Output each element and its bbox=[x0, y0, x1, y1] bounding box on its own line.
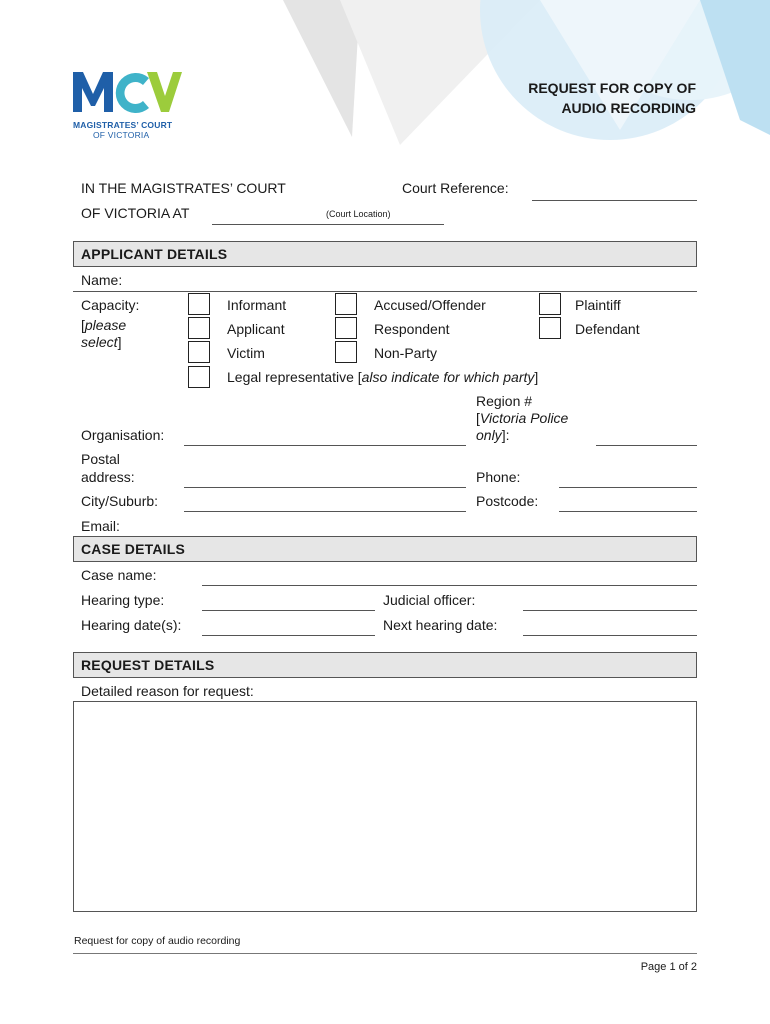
name-label: Name: bbox=[81, 272, 123, 288]
name-line bbox=[73, 291, 697, 292]
hearing-type-input[interactable] bbox=[202, 592, 375, 610]
capacity-hint-2: select] bbox=[81, 334, 122, 350]
hearing-dates-label: Hearing date(s): bbox=[81, 617, 182, 633]
applicant-checkbox[interactable] bbox=[188, 317, 210, 339]
footer-divider bbox=[73, 953, 697, 954]
reason-textarea[interactable] bbox=[74, 702, 696, 911]
accused-checkbox[interactable] bbox=[335, 293, 357, 315]
postcode-line bbox=[559, 511, 697, 512]
phone-label: Phone: bbox=[476, 469, 521, 485]
judicial-officer-input[interactable] bbox=[523, 592, 697, 610]
phone-input[interactable] bbox=[559, 469, 697, 487]
request-details-heading: REQUEST DETAILS bbox=[81, 657, 215, 673]
next-hearing-input[interactable] bbox=[523, 617, 697, 635]
organisation-line bbox=[184, 445, 466, 446]
city-line bbox=[184, 511, 466, 512]
defendant-checkbox[interactable] bbox=[539, 317, 561, 339]
capacity-label: Capacity: bbox=[81, 297, 140, 313]
court-location-line bbox=[212, 224, 444, 225]
reason-box bbox=[73, 701, 697, 912]
defendant-label: Defendant bbox=[575, 321, 640, 337]
title-line-2: AUDIO RECORDING bbox=[561, 100, 696, 116]
court-location-hint: (Court Location) bbox=[326, 209, 391, 219]
email-label: Email: bbox=[81, 518, 120, 534]
court-reference-line bbox=[532, 200, 697, 201]
organisation-input[interactable] bbox=[184, 427, 466, 445]
city-input[interactable] bbox=[184, 493, 466, 511]
hearing-type-line bbox=[202, 610, 375, 611]
logo-line-1: MAGISTRATES’ COURT bbox=[73, 120, 173, 130]
informant-checkbox[interactable] bbox=[188, 293, 210, 315]
legal-rep-label: Legal representative [also indicate for which party] bbox=[227, 369, 539, 385]
respondent-checkbox[interactable] bbox=[335, 317, 357, 339]
plaintiff-label: Plaintiff bbox=[575, 297, 621, 313]
mcv-logo-mark bbox=[73, 70, 183, 118]
case-name-label: Case name: bbox=[81, 567, 157, 583]
hearing-dates-input[interactable] bbox=[202, 617, 375, 635]
case-name-input[interactable] bbox=[202, 567, 697, 585]
judicial-officer-line bbox=[523, 610, 697, 611]
next-hearing-line bbox=[523, 635, 697, 636]
non-party-checkbox[interactable] bbox=[335, 341, 357, 363]
case-name-line bbox=[202, 585, 697, 586]
court-line-1: IN THE MAGISTRATES’ COURT bbox=[81, 180, 286, 196]
applicant-details-header bbox=[73, 241, 697, 267]
region-label-3: only]: bbox=[476, 427, 510, 443]
page-number: Page 1 of 2 bbox=[640, 961, 697, 973]
postal-label-2: address: bbox=[81, 469, 135, 485]
document-title bbox=[528, 78, 696, 118]
email-input[interactable] bbox=[130, 518, 697, 536]
request-details-header bbox=[73, 652, 697, 678]
city-label: City/Suburb: bbox=[81, 493, 159, 509]
capacity-hint-1: [please bbox=[81, 317, 127, 333]
victim-label: Victim bbox=[227, 345, 265, 361]
applicant-label: Applicant bbox=[227, 321, 285, 337]
informant-label: Informant bbox=[227, 297, 287, 313]
postcode-input[interactable] bbox=[559, 493, 697, 511]
judicial-officer-label: Judicial officer: bbox=[383, 592, 476, 608]
applicant-details-heading: APPLICANT DETAILS bbox=[81, 246, 228, 262]
hearing-dates-line bbox=[202, 635, 375, 636]
postcode-label: Postcode: bbox=[476, 493, 539, 509]
organisation-label: Organisation: bbox=[81, 427, 165, 443]
region-input[interactable] bbox=[596, 427, 697, 445]
court-line-2: OF VICTORIA AT bbox=[81, 205, 190, 221]
logo-line-2: OF VICTORIA bbox=[93, 130, 150, 140]
court-reference-input[interactable] bbox=[532, 182, 697, 200]
accused-label: Accused/Offender bbox=[374, 297, 486, 313]
case-details-header bbox=[73, 536, 697, 562]
plaintiff-checkbox[interactable] bbox=[539, 293, 561, 315]
non-party-label: Non-Party bbox=[374, 345, 438, 361]
next-hearing-label: Next hearing date: bbox=[383, 617, 498, 633]
footer-doc-name: Request for copy of audio recording bbox=[74, 935, 241, 947]
name-input[interactable] bbox=[130, 273, 697, 291]
postal-label-1: Postal bbox=[81, 451, 120, 467]
title-line-1: REQUEST FOR COPY OF bbox=[528, 80, 696, 96]
case-details-heading: CASE DETAILS bbox=[81, 541, 186, 557]
region-line bbox=[596, 445, 697, 446]
region-label-1: Region # bbox=[476, 393, 533, 409]
hearing-type-label: Hearing type: bbox=[81, 592, 165, 608]
reason-label: Detailed reason for request: bbox=[81, 683, 254, 699]
respondent-label: Respondent bbox=[374, 321, 450, 337]
region-label-2: [Victoria Police bbox=[476, 410, 569, 426]
postal-address-line bbox=[184, 487, 466, 488]
legal-rep-checkbox[interactable] bbox=[188, 366, 210, 388]
postal-address-input[interactable] bbox=[184, 469, 466, 487]
court-reference-label: Court Reference: bbox=[402, 180, 509, 196]
victim-checkbox[interactable] bbox=[188, 341, 210, 363]
phone-line bbox=[559, 487, 697, 488]
